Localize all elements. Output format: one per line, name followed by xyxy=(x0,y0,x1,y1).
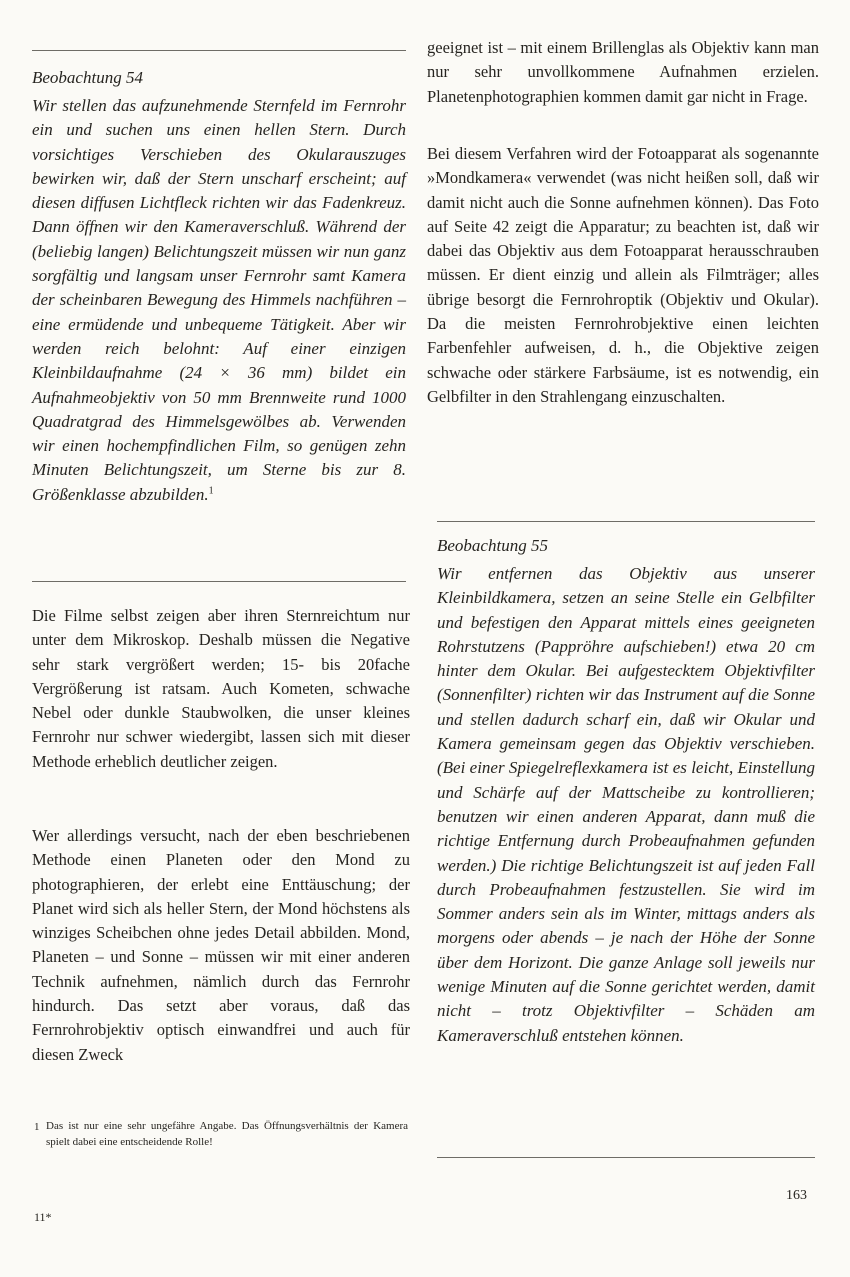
signature-mark: 11* xyxy=(34,1210,52,1224)
left-paragraph-2: Wer allerdings versucht, nach der eben beschriebenen Methode einen Planeten oder den Mond zu photographieren, der erlebt eine Enttäuschung; der Planet wird sich als heller Stern, der Mond höchstens als winziges Scheibchen ohne jedes Detail abbilden. Mond, Planeten – und Sonne – müssen wir mit einer anderen Technik aufnehmen, nämlich durch das Fernrohr hindurch. Das setzt aber voraus, daß das Fernrohrobjektiv optisch einwandfrei und auch für diesen Zweck xyxy=(32,826,410,1064)
top-rule-left xyxy=(32,50,406,51)
footnote-mark: 1 xyxy=(34,1121,40,1133)
page-number: 163 xyxy=(786,1188,807,1203)
observation-55-top-rule xyxy=(437,521,815,522)
observation-55-heading: Beobachtung 55 xyxy=(437,536,548,555)
observation-55-end-rule xyxy=(437,1157,815,1158)
observation-54-heading: Beobachtung 54 xyxy=(32,68,143,87)
footnote-reference: 1 xyxy=(208,485,214,497)
footnote-text: Das ist nur eine sehr ungefähre Angabe. Das Öffnungsverhältnis der Kamera spielt dabei eine entscheidende Rolle! xyxy=(46,1120,408,1148)
left-paragraph-1: Die Filme selbst zeigen aber ihren Sternreichtum nur unter dem Mikroskop. Deshalb müssen die Negative sehr stark vergrößert werden; 15- bis 20fache Vergrößerung ist ratsam. Auch Kometen, schwache Nebel oder dunkle Staubwolken, die unser kleines Fernrohr nur schwer wiedergibt, lassen sich mit dieser Methode erheblich deutlicher zeigen. xyxy=(32,606,410,771)
observation-54-end-rule xyxy=(32,581,406,582)
observation-55-text: Wir entfernen das Objektiv aus unserer Kleinbildkamera, setzen an seine Stelle ein Gelbfilter und befestigen den Apparat mittels eines geeigneten Rohrstutzens (Pappröhre aufschieben!) etwa 20 cm hinter dem Okular. Bei aufgestecktem Objektivfilter (Sonnenfilter) richten wir das Instrument auf die Sonne und stellen dadurch scharf ein, daß wir Okular und Kamera gemeinsam gegen das Objektiv verschieben. (Bei einer Spiegelreflexkamera ist es leicht, Einstellung und Schärfe auf der Mattscheibe zu kontrollieren; benutzen wir einen anderen Apparat, dann muß die richtige Entfernung durch Probeaufnahmen gefunden werden.) Die richtige Belichtungszeit ist auf jeden Fall durch Probeaufnahmen festzustellen. Sie wird im Sommer anders sein als im Winter, mittags anders als morgens oder abends – je nach der Höhe der Sonne über dem Horizont. Die ganze Anlage soll jeweils nur wenige Minuten auf die Sonne gerichtet werden, damit nicht – trotz Objektivfilter – Schäden am Kameraverschluß entstehen können. xyxy=(437,564,815,1045)
right-paragraph-1: geeignet ist – mit einem Brillenglas als Objektiv kann man nur sehr unvollkommene Aufnahmen erzielen. Planetenphotographien kommen damit gar nicht in Frage. xyxy=(427,38,819,106)
observation-54-text xyxy=(32,94,406,507)
right-paragraph-2: Bei diesem Verfahren wird der Fotoapparat als sogenannte »Mondkamera« verwendet (was nicht heißen soll, daß wir damit nicht auch die Sonne aufnehmen können). Das Foto auf Seite 42 zeigt die Apparatur; zu beachten ist, daß wir dabei das Objektiv aus dem Fotoapparat herausschrauben müssen. Er dient einzig und allein als Filmträger; alles übrige besorgt die Fernrohroptik (Objektiv und Okular). Da die meisten Fernrohrobjektive einen leichten Farbenfehler aufweisen, d. h., die Objektive zeigen schwache oder stärkere Farbsäume, ist es notwendig, ein Gelbfilter in den Strahlengang einzuschalten. xyxy=(427,144,819,406)
observation-54-body: Wir stellen das aufzunehmende Sternfeld im Fernrohr ein und suchen uns einen hellen Stern. Durch vorsichtiges Verschieben des Okularauszuges bewirken wir, daß der Stern unscharf erscheint; auf diesen diffusen Lichtfleck richten wir das Fadenkreuz. Dann öffnen wir den Kameraverschluß. Während der (beliebig langen) Belichtungszeit müssen wir nun ganz sorgfältig und langsam unser Fernrohr samt Kamera der scheinbaren Bewegung des Himmels nachführen – eine ermüdende und unbequeme Tätigkeit. Aber wir werden reich belohnt: Auf einer einzigen Kleinbildaufnahme (24 × 36 mm) bildet ein Aufnahmeobjektiv von 50 mm Brennweite rund 1000 Quadratgrad des Himmelsgewölbes ab. Verwenden wir einen hochempfindlichen Film, so genügen zehn Minuten Belichtungszeit, um Sterne bis zur 8. Größenklasse abzubilden. xyxy=(32,96,406,504)
